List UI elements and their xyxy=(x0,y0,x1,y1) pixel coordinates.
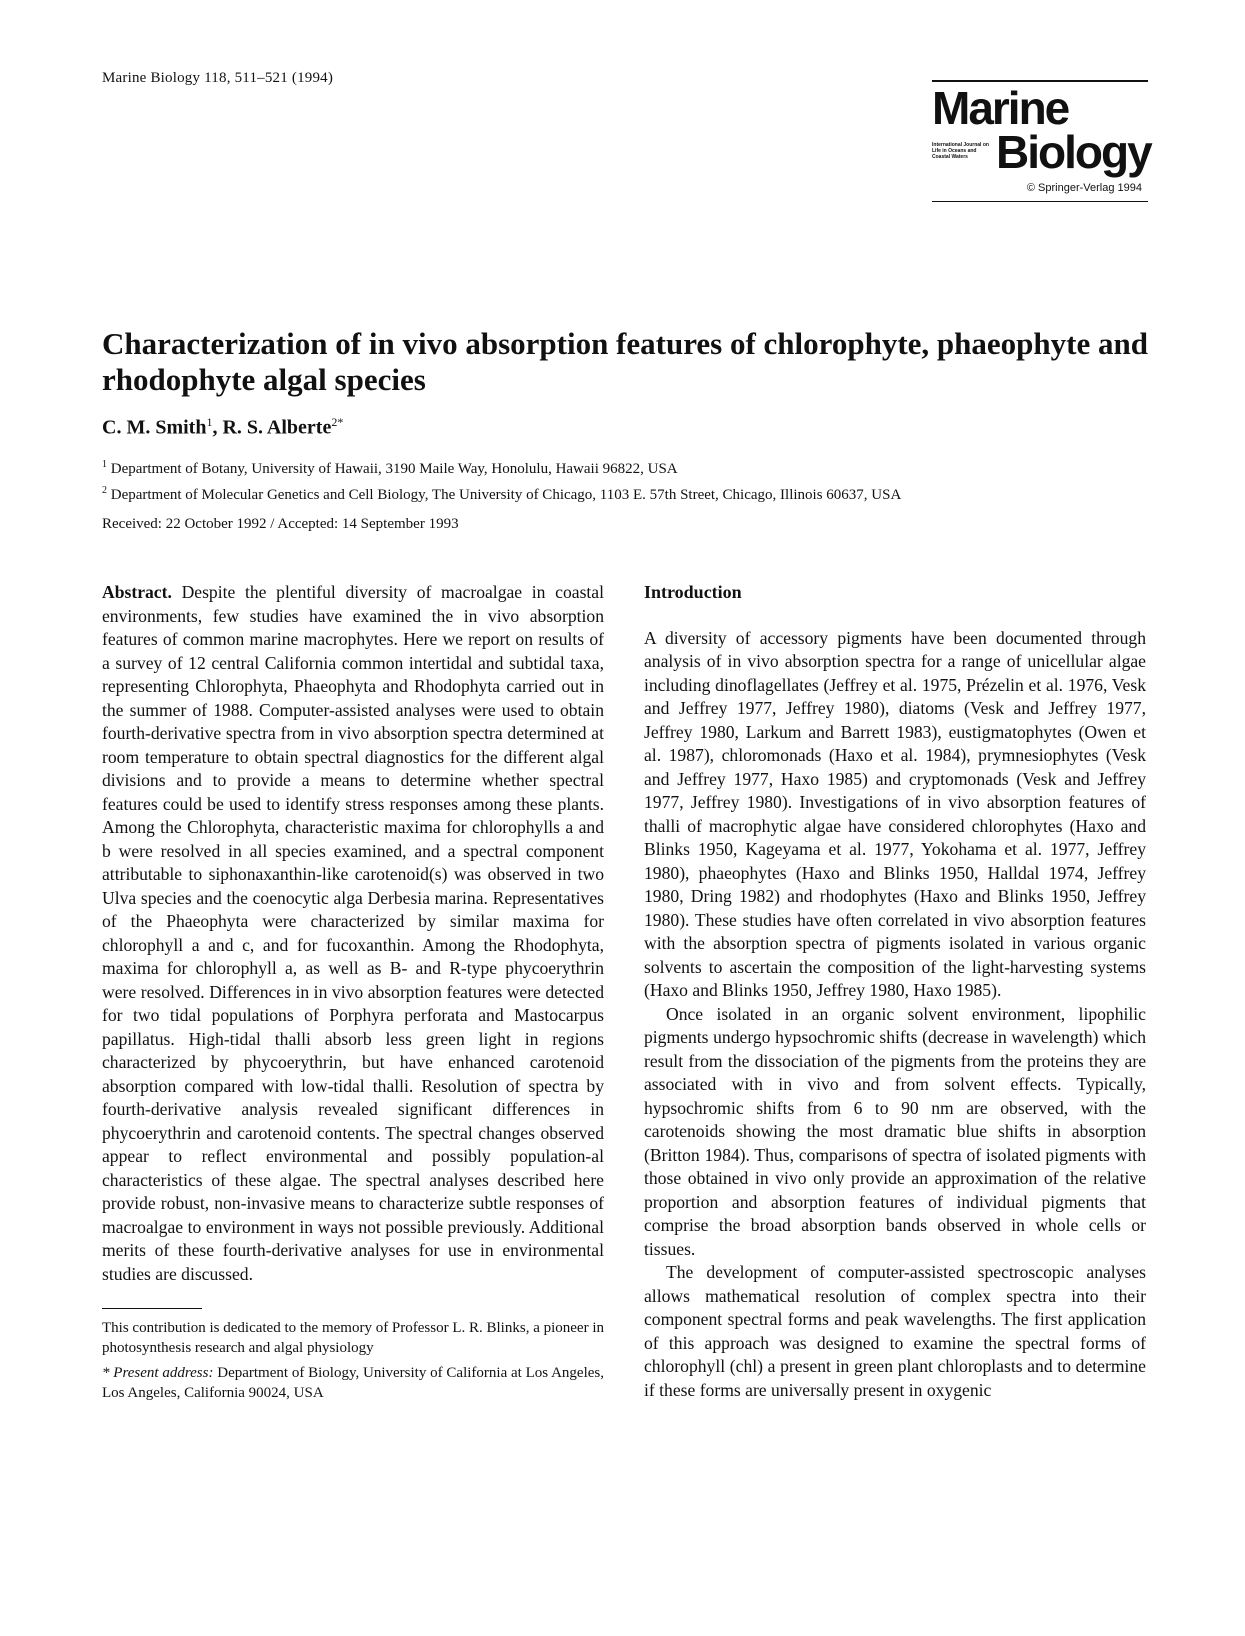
present-address-label: * Present address: xyxy=(102,1365,214,1381)
present-address-footnote xyxy=(102,1364,604,1403)
author-name: C. M. Smith xyxy=(102,416,207,439)
affiliation-number: 2 xyxy=(102,485,107,496)
author-list: C. M. Smith$^1$, R. S. Alberte$^{2*}$ xyxy=(102,415,344,439)
abstract-text: Despite the plentiful diversity of macroalgae in coastal environments, few studies have examined the in vivo absorption features of common marine macrophytes. Here we report on results of a survey of 12 central California common intertidal and subtidal taxa, representing Chlorophyta, Phaeophyta and Rhodophyta carried out in the summer of 1988. Computer-assisted analyses were used to obtain fourth-derivative spectra from in vivo absorption spectra determined at room temperature to obtain spectral diagnostics for the different algal divisions and to provide a means to determine whether spectral features could be used to identify stress responses among these plants. Among the Chlorophyta, characteristic maxima for chlorophylls a and b were resolved in all species examined, and a spectral component attributable to siphonaxanthin-like carotenoid(s) was observed in two Ulva species and the coenocytic alga Derbesia marina. Representatives of the Phaeophyta were characterized by similar maxima for chlorophyll a and c, and for fucoxanthin. Among the Rhodophyta, maxima for chlorophyll a, as well as B- and R-type phycoerythrin were resolved. Differences in in vivo absorption features were detected for two tidal populations of Porphyra perforata and Mastocarpus papillatus. High-tidal thalli absorb less green light in regions characterized by phycoerythrin, but have enhanced carotenoid absorption compared with low-tidal thalli. Resolution of spectra by fourth-derivative analysis revealed significant differences in phycoerythrin and carotenoid contents. The spectral changes observed appear to reflect environmental and possibly population-al characteristics of these algae. The spectral analyses described here provide robust, non-invasive means to characterize subtle responses of macroalgae to environment in ways not possible previously. Additional merits of these fourth-derivative analyses for use in environmental studies are discussed. xyxy=(102,582,604,1284)
abstract-heading: Abstract. xyxy=(102,582,172,602)
affiliation-text: Department of Botany, University of Hawaii, 3190 Maile Way, Honolulu, Hawaii 96822, USA xyxy=(110,461,678,477)
intro-paragraph: The development of computer-assisted spectroscopic analyses allows mathematical resolution of complex spectra into their component spectral forms and peak wavelengths. The first application of this approach was designed to examine the spectral forms of chlorophyll (chl) a present in green plant chloroplasts and to determine if these forms are universally present in oxygenic xyxy=(644,1262,1146,1400)
right-column xyxy=(644,581,1146,1402)
affiliation-line xyxy=(102,480,1162,506)
intro-paragraph: Once isolated in an organic solvent environment, lipophilic pigments undergo hypsochromic shifts (decrease in wavelength) which result from the dissociation of the pigments from the proteins they are associated with in vivo and from solvent effects. Typically, hypsochromic shifts from 6 to 90 nm are observed, with the carotenoids showing the most dramatic blue shifts in absorption (Britton 1984). Thus, comparisons of spectra of isolated pigments with those obtained in vivo only provide an approximation of the relative proportion and absorption features of individual pigments that comprise the broad absorption bands observed in whole cells or tissues. xyxy=(644,1003,1146,1259)
journal-citation: Marine Biology 118, 511–521 (1994) xyxy=(102,70,334,86)
author-affiliation-mark: 1 xyxy=(206,415,213,429)
affiliations xyxy=(102,454,1162,506)
left-column xyxy=(102,581,604,1409)
article-title: Characterization of in vivo absorption features of chlorophyte, phaeophyte and rhodophyte algal species xyxy=(102,326,1148,397)
dedication-footnote: This contribution is dedicated to the memory of Professor L. R. Blinks, a pioneer in photosynthesis research and algal physiology xyxy=(102,1320,604,1356)
affiliation-text: Department of Molecular Genetics and Cell Biology, The University of Chicago, 1103 E. 57th Street, Chicago, Illinois 60637, USA xyxy=(110,487,902,503)
present-address-text: Department of Biology, University of California at Los Angeles, Los Angeles, California 90024, USA xyxy=(102,1365,605,1401)
logo-marine-text: Marine xyxy=(932,82,1069,134)
author-name: R. S. Alberte xyxy=(222,416,332,439)
journal-logo xyxy=(932,80,1151,204)
logo-subtitle: International Journal on Life in Oceans and Coastal Waters xyxy=(932,142,989,160)
received-dates: Received: 22 October 1992 / Accepted: 14 September 1993 xyxy=(102,516,459,532)
abstract xyxy=(102,581,604,1286)
logo-copyright: © Springer-Verlag 1994 xyxy=(1026,182,1142,194)
intro-paragraph: A diversity of accessory pigments have been documented through analysis of in vivo absorption spectra for a range of unicellular algae including dinoflagellates (Jeffrey et al. 1975, Prézelin et al. 1976, Vesk and Jeffrey 1977, Jeffrey 1980), diatoms (Vesk and Jeffrey 1977, Jeffrey 1980, Larkum and Barrett 1983), eustigmatophytes (Owen et al. 1987), chloromonads (Haxo et al. 1984), prymnesiophytes (Vesk and Jeffrey 1977, Haxo 1985) and cryptomonads (Vesk and Jeffrey 1977, Jeffrey 1980). Investigations of in vivo absorption features of thalli of macrophytic algae have considered chlorophytes (Haxo and Blinks 1950, Kageyama et al. 1977, Yokohama et al. 1977, Jeffrey 1980), phaeophytes (Haxo and Blinks 1950, Halldal 1974, Jeffrey 1980, Dring 1982) and rhodophytes (Haxo and Blinks 1950, Jeffrey 1980). These studies have often correlated in vivo absorption features with the absorption spectra of pigments isolated in various organic solvents to ascertain the composition of the light-harvesting systems (Haxo and Blinks 1950, Jeffrey 1980, Haxo 1985). xyxy=(644,627,1146,1000)
logo-bottom-rule xyxy=(932,201,1148,202)
logo-biology-text: Biology xyxy=(996,126,1151,178)
introduction-heading: Introduction xyxy=(644,582,742,602)
affiliation-number: 1 xyxy=(102,459,107,470)
author-affiliation-mark: 2* xyxy=(331,415,344,429)
affiliation-line xyxy=(102,454,1162,480)
footnote-divider xyxy=(102,1308,202,1309)
